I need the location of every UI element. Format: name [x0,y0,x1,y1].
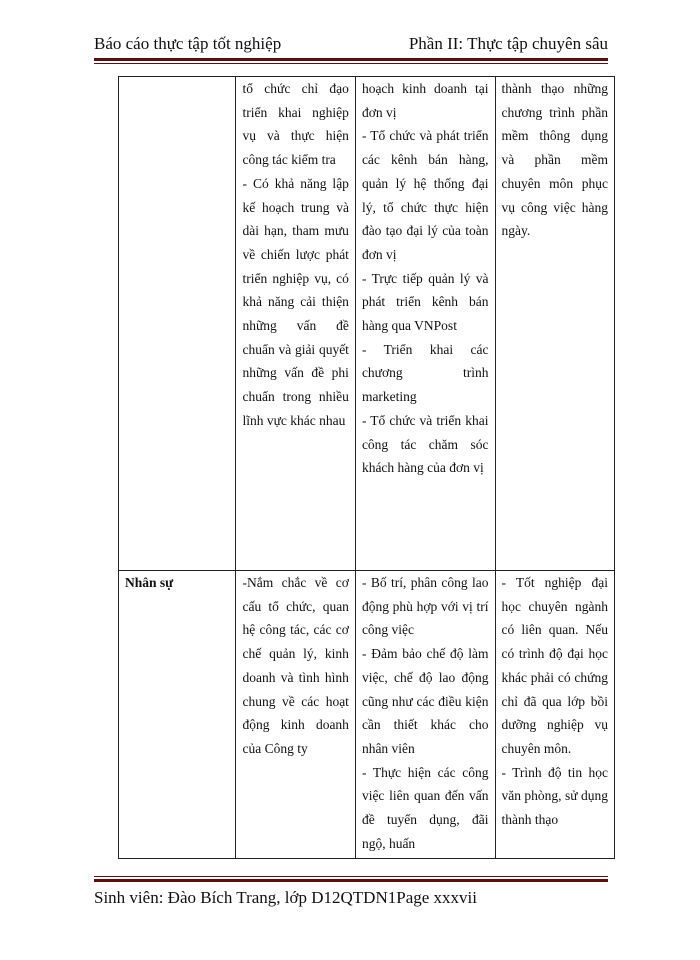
table-cell-requirements [236,77,355,571]
header-report-title: Báo cáo thực tập tốt nghiệp [94,34,282,53]
table-cell-qualifications [495,77,615,571]
cell-text: tổ chức chỉ đạo triển khai nghiệp vụ và thực hiện công tác kiểm tra - Có khả năng lập kế hoạch trung và dài hạn, tham mưu về chiến lược phát triển nghiệp vụ, có khả năng cải thiện những vấn đề chuẩn và giải quyết những vấn đề phi chuẩn trong nhiều lĩnh vực khác nhau [242,81,349,428]
table-cell-duties [355,571,495,859]
header-rule-thick [94,58,608,61]
row-label: Nhân sự [125,575,174,590]
table-cell-label [119,77,236,571]
cell-text: - Bố trí, phân công lao động phù hợp với vị trí công việc - Đảm bảo chế độ làm việc, chế độ lao động cũng như các điều kiện cần thiết khác cho nhân viên - Thực hiện các công việc liên quan đến vấn đề tuyển dụng, đãi ngộ, huấn [361,575,489,851]
footer-rule-thick [94,879,608,882]
table-cell-label [119,571,236,859]
cell-text: hoạch kinh doanh tại đơn vị - Tổ chức và phát triển các kênh bán hàng, quản lý hệ thống đại lý, tổ chức thực hiện đào tạo đại lý của toàn đơn vị - Trực tiếp quản lý và phát triển kênh bán hàng qua VNPost - Triển khai các chương trình marketing - Tổ chức và triển khai công tác chăm sóc khách hàng của đơn vị [361,81,489,476]
cell-text: thành thạo những chương trình phần mềm thông dụng và phần mềm chuyên môn phục vụ công việc hàng ngày. [501,81,608,239]
header-section-title: Phần II: Thực tập chuyên sâu [408,34,608,53]
table-cell-qualifications [495,571,615,859]
table-cell-duties [355,77,495,571]
cell-text: -Nắm chắc về cơ cấu tổ chức, quan hệ công tác, các cơ chế quản lý, kinh doanh và tình hình chung về các hoạt động kinh doanh của Công ty [242,575,349,756]
table-row [119,571,615,859]
page-header [94,34,608,60]
cell-text: - Tốt nghiệp đại học chuyên ngành có liên quan. Nếu có trình độ đại học khác phải có chứng chỉ đã qua lớp bồi dưỡng nghiệp vụ chuyên môn. - Trình độ tin học văn phòng, sử dụng thành thạo [501,575,608,828]
table-row [119,77,615,571]
page-footer: Sinh viên: Đào Bích Trang, lớp D12QTDN1Page xxxvii [94,888,477,907]
footer-rule-thin [94,876,608,877]
table-cell-requirements [236,571,355,859]
duty-table [118,76,615,859]
header-rule-thin [94,63,608,64]
